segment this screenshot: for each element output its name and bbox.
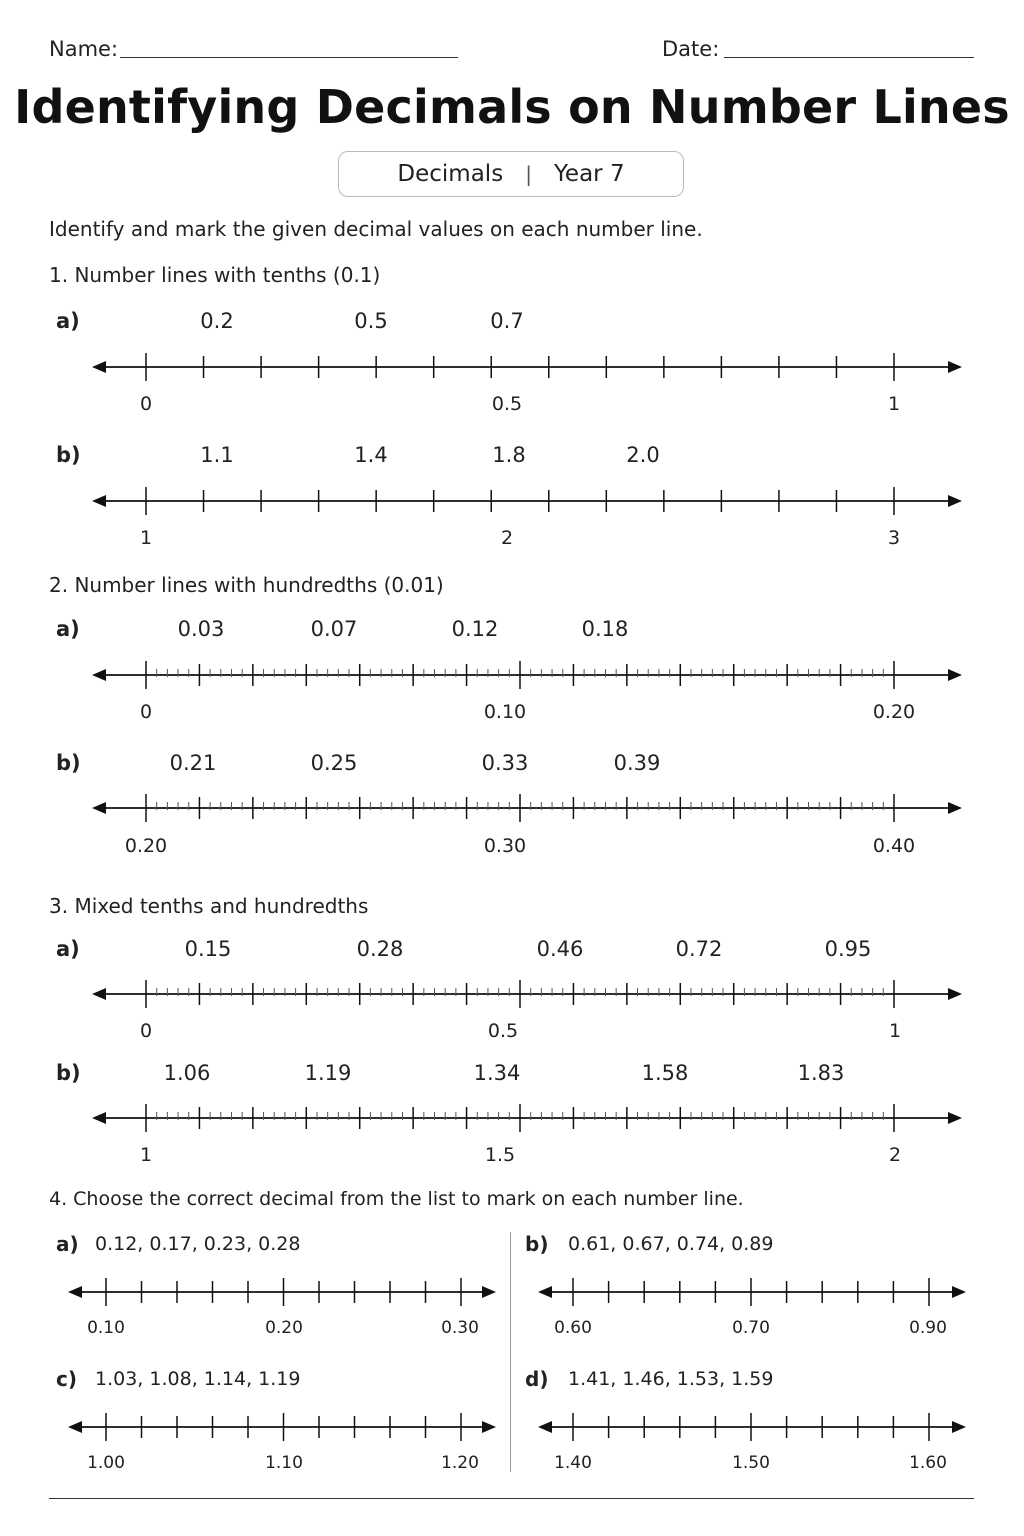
tick-label: 0.70 <box>732 1318 770 1338</box>
s3b-value: 1.19 <box>304 1061 352 1085</box>
tick-label: 2 <box>500 527 514 549</box>
tick-label: 1 <box>888 1020 902 1042</box>
s1b-value: 1.1 <box>200 443 234 467</box>
tick-label: 0.20 <box>265 1318 303 1338</box>
s3a-value: 0.72 <box>675 937 723 961</box>
tick-label: 2 <box>888 1144 902 1166</box>
s3a-value: 0.28 <box>356 937 404 961</box>
tick-label: 0.30 <box>483 835 527 857</box>
s3b-value: 1.34 <box>473 1061 521 1085</box>
date-label: Date: <box>662 37 720 61</box>
tick-label: 0.40 <box>872 835 916 857</box>
section-1-heading: 1. Number lines with tenths (0.1) <box>49 263 381 287</box>
s2a-label: a) <box>56 617 80 641</box>
instructions: Identify and mark the given decimal values on each number line. <box>49 217 703 241</box>
name-label: Name: <box>49 37 119 61</box>
tick-label: 1 <box>887 393 901 415</box>
s2a-value: 0.03 <box>177 617 225 641</box>
pill-separator: | <box>525 162 532 186</box>
tick-label: 0.20 <box>124 835 168 857</box>
tick-label: 1.20 <box>441 1453 479 1473</box>
tick-label: 1.00 <box>87 1453 125 1473</box>
tick-label: 1.10 <box>265 1453 303 1473</box>
s1b-value: 2.0 <box>626 443 660 467</box>
tick-label: 1 <box>139 527 153 549</box>
tick-label: 0.10 <box>87 1318 125 1338</box>
tick-label: 0 <box>139 393 153 415</box>
s3a-value: 0.15 <box>184 937 232 961</box>
tick-label: 0.5 <box>491 393 523 415</box>
s2b-value: 0.25 <box>310 751 358 775</box>
s3b-value: 1.06 <box>163 1061 211 1085</box>
s2b-value: 0.33 <box>481 751 529 775</box>
s2a-value: 0.12 <box>451 617 499 641</box>
tick-label: 1.5 <box>484 1144 516 1166</box>
tick-label: 1.50 <box>732 1453 770 1473</box>
s2a-value: 0.18 <box>581 617 629 641</box>
s3b-value: 1.83 <box>797 1061 845 1085</box>
s3a-value: 0.46 <box>536 937 584 961</box>
s2b-value: 0.39 <box>613 751 661 775</box>
s3b-label: b) <box>56 1061 81 1085</box>
s3a-label: a) <box>56 937 80 961</box>
s2b-label: b) <box>56 751 81 775</box>
s4c-choices: 1.03, 1.08, 1.14, 1.19 <box>95 1368 301 1390</box>
s1b-value: 1.8 <box>492 443 526 467</box>
tick-label: 0 <box>139 1020 153 1042</box>
tick-label: 0 <box>139 701 153 723</box>
s2a-value: 0.07 <box>310 617 358 641</box>
tick-label: 0.30 <box>441 1318 479 1338</box>
s4a-choices: 0.12, 0.17, 0.23, 0.28 <box>95 1233 301 1255</box>
tick-label: 1.40 <box>554 1453 592 1473</box>
s4b-label: b) <box>525 1232 549 1256</box>
topic-label: Decimals <box>397 161 504 187</box>
s3b-value: 1.58 <box>641 1061 689 1085</box>
s4d-label: d) <box>525 1367 549 1391</box>
tick-label: 0.90 <box>909 1318 947 1338</box>
tick-label: 3 <box>887 527 901 549</box>
tick-label: 0.20 <box>872 701 916 723</box>
section-4-heading: 4. Choose the correct decimal from the list to mark on each number line. <box>49 1188 744 1210</box>
s1a-value: 0.7 <box>490 309 524 333</box>
s1a-label: a) <box>56 309 80 333</box>
tick-label: 1 <box>139 1144 153 1166</box>
section-2-heading: 2. Number lines with hundredths (0.01) <box>49 573 444 597</box>
s3a-value: 0.95 <box>824 937 872 961</box>
s2b-value: 0.21 <box>169 751 217 775</box>
s4d-choices: 1.41, 1.46, 1.53, 1.59 <box>568 1368 774 1390</box>
worksheet-title: Identifying Decimals on Number Lines <box>14 80 1010 134</box>
tick-label: 0.10 <box>483 701 527 723</box>
s1b-value: 1.4 <box>354 443 388 467</box>
s4b-choices: 0.61, 0.67, 0.74, 0.89 <box>568 1233 774 1255</box>
tick-label: 1.60 <box>909 1453 947 1473</box>
arrow-right-icon <box>952 1421 966 1433</box>
year-label: Year 7 <box>553 161 625 187</box>
arrow-left-icon <box>538 1421 552 1433</box>
s4c-label: c) <box>56 1367 77 1391</box>
s4a-label: a) <box>56 1232 79 1256</box>
tick-label: 0.5 <box>487 1020 519 1042</box>
s1b-label: b) <box>56 443 81 467</box>
section-3-heading: 3. Mixed tenths and hundredths <box>49 894 369 918</box>
bottom-rule <box>49 1498 974 1499</box>
s1a-value: 0.2 <box>200 309 234 333</box>
tick-label: 0.60 <box>554 1318 592 1338</box>
s1a-value: 0.5 <box>354 309 388 333</box>
